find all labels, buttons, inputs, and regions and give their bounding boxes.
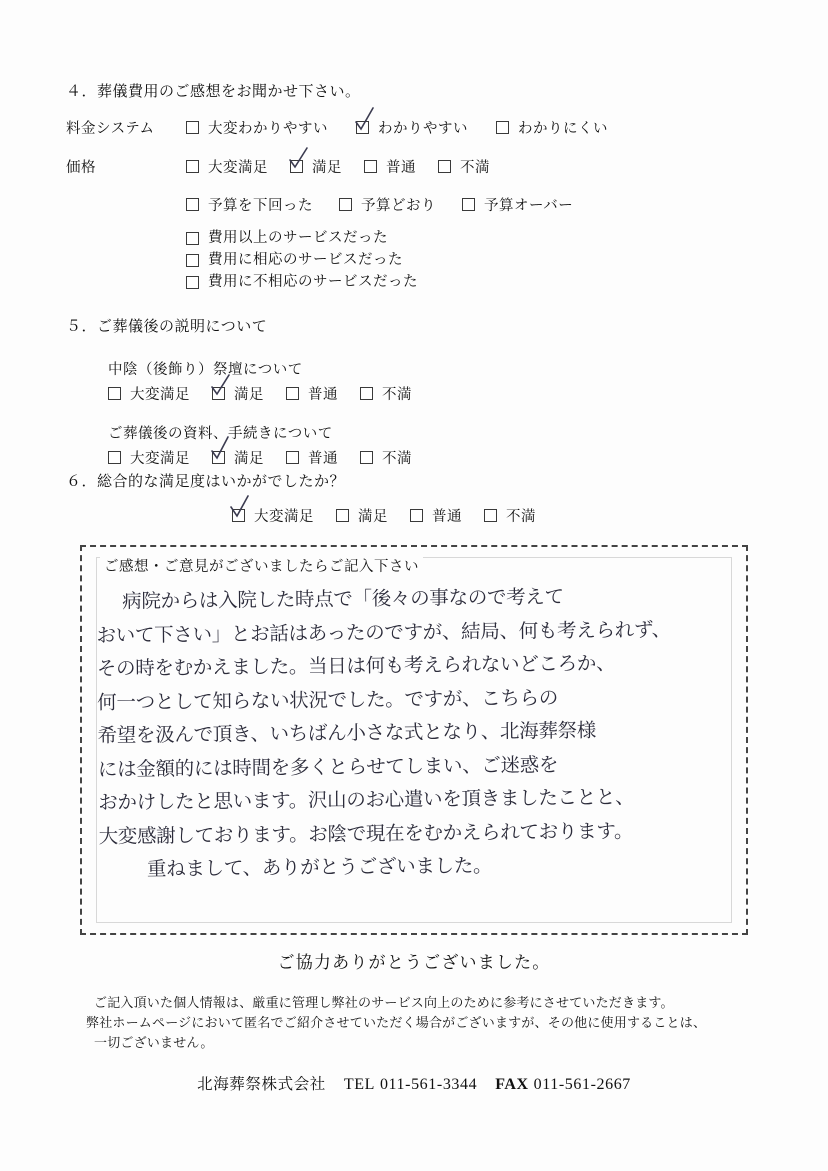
option-label: 普通	[432, 509, 462, 525]
question-5-title: ５．ご葬儀後の説明について	[66, 318, 268, 335]
company-contact	[0, 1072, 828, 1094]
handwriting-line: 何一つとして知らない状況でした。ですが、こちらの	[97, 685, 559, 714]
company-name: 北海葬祭株式会社	[197, 1076, 326, 1093]
q5-group-0	[108, 358, 412, 404]
fax-label: FAX	[495, 1076, 529, 1093]
thanks-message: ご協力ありがとうございました。	[277, 953, 551, 972]
checkbox-icon[interactable]	[286, 451, 299, 464]
handwriting-line: 大変感謝しております。お陰で現在をむかえられております。	[98, 818, 634, 848]
handwriting-line: には金額的には時間を多くとらせてしまい、ご迷惑を	[97, 752, 559, 781]
q6-option-1[interactable]	[336, 505, 388, 526]
question-6-title: ６．総合的な満足度はいかがでしたか？	[66, 473, 346, 490]
option-label: 大変満足	[254, 509, 314, 525]
q4-row-label: 価格	[66, 160, 96, 176]
q5-g1-option-0[interactable]	[108, 447, 190, 468]
question-4-title: ４．葬儀費用のご感想をお聞かせ下さい。	[66, 83, 361, 100]
privacy-note-line: 弊社ホームページにおいて匿名でご紹介させていただく場合がございますが、その他に使用することは、	[86, 1015, 707, 1030]
option-label: 予算オーバー	[484, 198, 574, 214]
q4-option-1-2[interactable]	[364, 156, 416, 177]
q5-g1-option-2[interactable]	[286, 447, 338, 468]
checkbox-icon[interactable]	[186, 232, 199, 245]
checkbox-icon[interactable]	[232, 509, 245, 522]
tel-number: 011-561-3344	[379, 1076, 478, 1093]
checkbox-icon[interactable]	[496, 121, 509, 134]
option-label: 大変満足	[208, 160, 268, 176]
question-5-block	[66, 315, 412, 468]
q5-group-1	[108, 422, 412, 468]
q4-option-2-2[interactable]	[462, 194, 573, 215]
q4-option-0-1[interactable]	[356, 117, 468, 138]
handwriting-line: 病院からは入院した時点で「後々の事なので考えて	[122, 585, 564, 613]
handwriting-line: 希望を汲んで頂き、いちばん小さな式となり、北海葬祭様	[97, 718, 597, 747]
q5-g1-option-3[interactable]	[360, 447, 412, 468]
checkbox-icon[interactable]	[290, 160, 303, 173]
q6-option-0[interactable]	[232, 505, 314, 526]
q5-g0-option-1[interactable]	[212, 383, 264, 404]
option-label: 費用に相応のサービスだった	[208, 252, 403, 268]
privacy-note-line: 一切ございません。	[94, 1035, 214, 1050]
checkbox-icon[interactable]	[186, 160, 199, 173]
q5-g0-option-0[interactable]	[108, 383, 190, 404]
q4-option-0-0[interactable]	[186, 117, 328, 138]
option-label: 普通	[308, 387, 338, 403]
checkbox-icon[interactable]	[186, 254, 199, 267]
option-label: 大変わかりやすい	[208, 121, 328, 137]
checkbox-icon[interactable]	[484, 509, 497, 522]
option-label: 普通	[308, 451, 338, 467]
option-label: 費用に不相応のサービスだった	[208, 274, 418, 290]
handwritten-comment	[96, 578, 745, 930]
checkbox-icon[interactable]	[336, 509, 349, 522]
checkbox-icon[interactable]	[462, 198, 475, 211]
checkbox-icon[interactable]	[364, 160, 377, 173]
q4-sub-option-1[interactable]	[186, 251, 403, 270]
checkbox-icon[interactable]	[410, 509, 423, 522]
option-label: 予算どおり	[361, 198, 436, 214]
option-label: 満足	[312, 160, 342, 176]
checkbox-icon[interactable]	[360, 387, 373, 400]
option-label: 不満	[460, 160, 490, 176]
checkbox-icon[interactable]	[212, 451, 225, 464]
checkbox-icon[interactable]	[286, 387, 299, 400]
option-label: 予算を下回った	[208, 198, 313, 214]
handwriting-line: 重ねまして、ありがとうございました。	[146, 853, 493, 881]
checkbox-icon[interactable]	[186, 198, 199, 211]
option-label: 不満	[506, 509, 536, 525]
option-label: 費用以上のサービスだった	[208, 230, 388, 246]
handwriting-line: その時をむかえました。当日は何も考えられないどころか、	[96, 651, 616, 680]
option-label: わかりやすい	[378, 121, 468, 137]
option-label: 満足	[234, 387, 264, 403]
question-4-block	[66, 80, 608, 295]
q4-row-price	[66, 156, 608, 177]
checkbox-icon[interactable]	[360, 451, 373, 464]
q4-sub-option-0[interactable]	[186, 229, 388, 248]
option-label: 大変満足	[130, 387, 190, 403]
q6-option-3[interactable]	[484, 505, 536, 526]
checkbox-icon[interactable]	[356, 121, 369, 134]
option-label: 満足	[234, 451, 264, 467]
q6-option-2[interactable]	[410, 505, 462, 526]
option-label: 普通	[386, 160, 416, 176]
tel-label: TEL	[343, 1076, 376, 1093]
comment-prompt-label: ご感想・ご意見がございましたらご記入下さい	[100, 555, 423, 576]
question-6-block	[66, 470, 536, 526]
q4-option-1-3[interactable]	[438, 156, 490, 177]
q5-group-label: ご葬儀後の資料、手続きについて	[108, 426, 333, 442]
q5-group-label: 中陰（後飾り）祭壇について	[108, 362, 303, 378]
q5-g0-option-3[interactable]	[360, 383, 412, 404]
q4-row-budget	[66, 194, 608, 215]
privacy-note-line: ご記入頂いた個人情報は、厳重に管理し弊社のサービス向上のために参考にさせていただきます。	[94, 995, 674, 1010]
privacy-notes	[86, 993, 746, 1053]
q4-row-fee-system	[66, 117, 608, 138]
option-label: 満足	[358, 509, 388, 525]
option-label: 不満	[382, 387, 412, 403]
checkbox-icon[interactable]	[186, 276, 199, 289]
q4-service-options	[186, 229, 608, 295]
checkbox-icon[interactable]	[108, 451, 121, 464]
q4-sub-option-2[interactable]	[186, 273, 418, 292]
q4-option-1-0[interactable]	[186, 156, 268, 177]
q5-g0-option-2[interactable]	[286, 383, 338, 404]
handwriting-line: おかけしたと思います。沢山のお心遣いを頂きましたことと、	[98, 785, 635, 814]
checkbox-icon[interactable]	[186, 121, 199, 134]
option-label: 不満	[382, 451, 412, 467]
q4-option-2-1[interactable]	[339, 194, 436, 215]
option-label: 大変満足	[130, 451, 190, 467]
q4-row-label: 料金システム	[66, 121, 155, 137]
q4-option-1-1[interactable]	[290, 156, 342, 177]
checkbox-icon[interactable]	[212, 387, 225, 400]
q4-option-2-0[interactable]	[186, 194, 313, 215]
checkbox-icon[interactable]	[438, 160, 451, 173]
fax-number: 011-561-2667	[533, 1076, 631, 1093]
option-label: わかりにくい	[518, 121, 608, 137]
q4-option-0-2[interactable]	[496, 117, 608, 138]
handwriting-line: おいて下さい」とお話はあったのですが、結局、何も考えられず、	[96, 617, 671, 647]
q5-g1-option-1[interactable]	[212, 447, 264, 468]
checkbox-icon[interactable]	[339, 198, 352, 211]
checkbox-icon[interactable]	[108, 387, 121, 400]
